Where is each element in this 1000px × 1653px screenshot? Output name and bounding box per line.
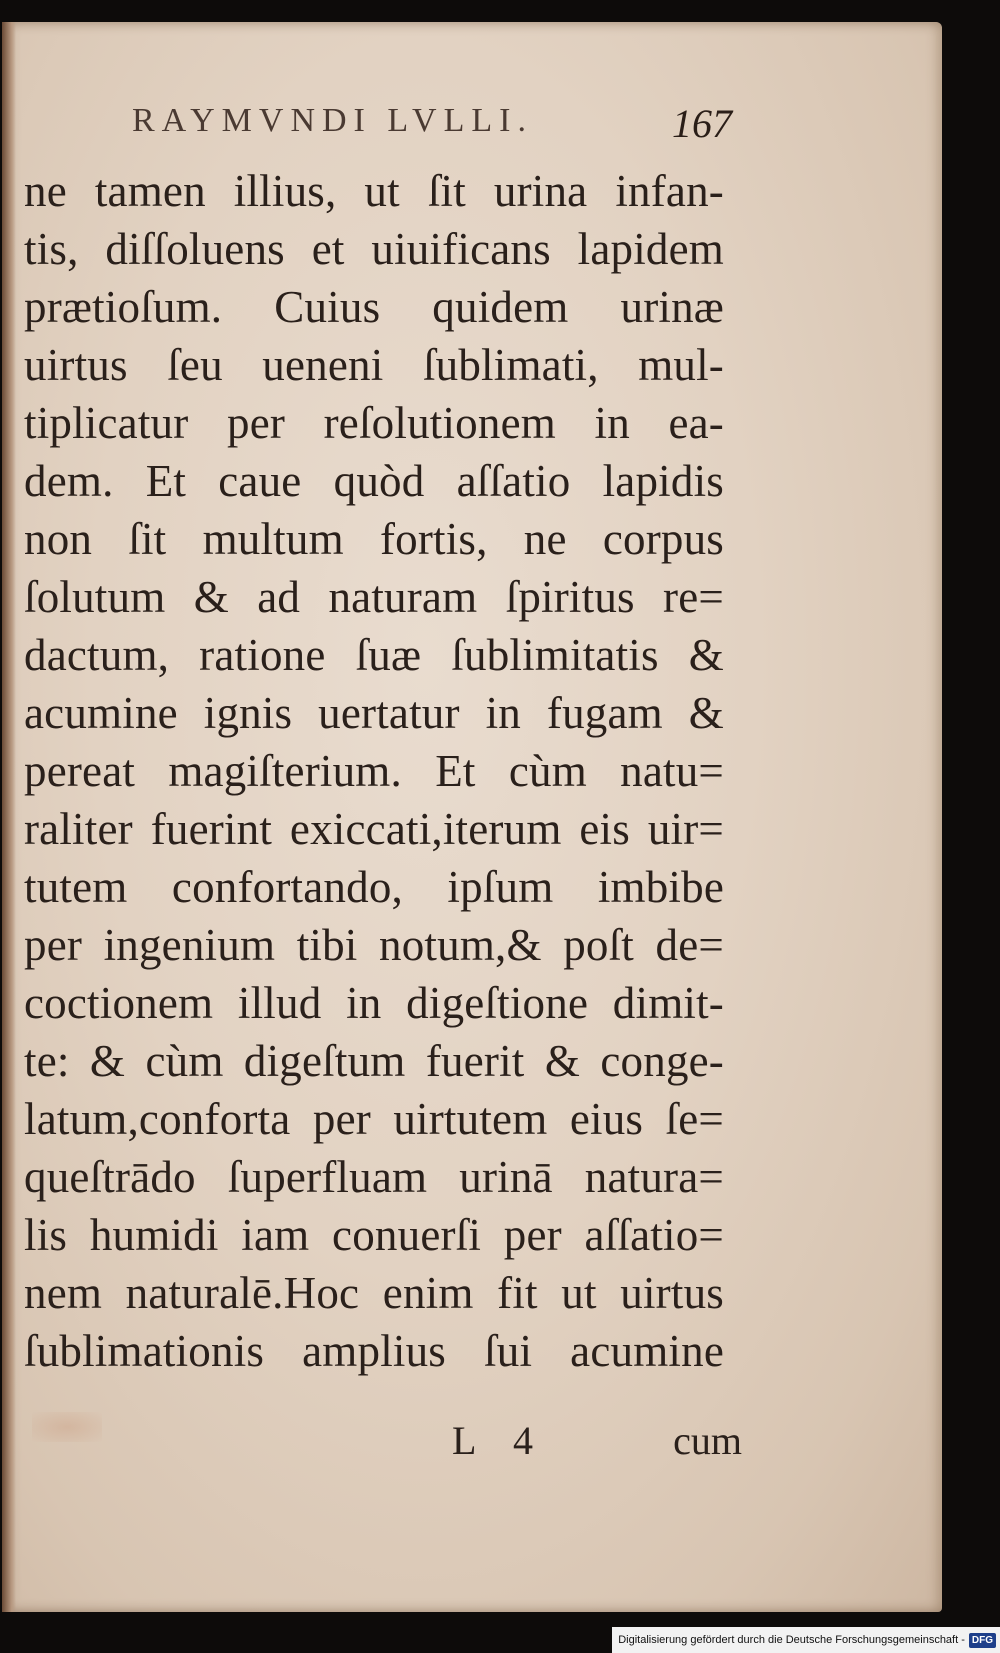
text-line: dactum, ratione ſuæ ſublimitatis & xyxy=(24,630,724,680)
text-line: pereat magiſterium. Et cùm natu= xyxy=(24,746,724,796)
dfg-logo: DFG xyxy=(969,1633,996,1648)
text-line: ſolutum & ad naturam ſpiritus re= xyxy=(24,572,724,622)
page-footer xyxy=(452,1417,742,1477)
text-line: ne tamen illius, ut ſit urina infan- xyxy=(24,166,724,216)
text-line: lis humidi iam conuerſi per aſſatio= xyxy=(24,1210,724,1260)
text-line: tis, diſſoluens et uiuificans lapidem xyxy=(24,224,724,274)
signature-mark: L 4 xyxy=(452,1418,547,1463)
ink-smudge xyxy=(32,1412,102,1442)
page-number: 167 xyxy=(672,101,732,146)
digitization-credit xyxy=(612,1627,1000,1653)
text-line: queſtrādo ſuperfluam urinā natura= xyxy=(24,1152,724,1202)
text-line: per ingenium tibi notum,& poſt de= xyxy=(24,920,724,970)
text-line: nem naturalē.Hoc enim fit ut uirtus xyxy=(24,1268,724,1318)
running-head xyxy=(132,102,732,152)
catchword: cum xyxy=(673,1418,742,1463)
text-line: prætioſum. Cuius quidem urinæ xyxy=(24,282,724,332)
text-line: ſublimationis amplius ſui acumine xyxy=(24,1326,724,1376)
text-line: tiplicatur per reſolutionem in ea- xyxy=(24,398,724,448)
page-gutter xyxy=(2,22,16,1612)
body-text xyxy=(24,162,724,1380)
text-line: acumine ignis uertatur in fugam & xyxy=(24,688,724,738)
text-line: raliter fuerint exiccati,iterum eis uir= xyxy=(24,804,724,854)
text-line: non ſit multum fortis, ne corpus xyxy=(24,514,724,564)
text-line: tutem confortando, ipſum imbibe xyxy=(24,862,724,912)
text-line: dem. Et caue quòd aſſatio lapidis xyxy=(24,456,724,506)
text-line: coctionem illud in digeſtione dimit- xyxy=(24,978,724,1028)
text-line: uirtus ſeu ueneni ſublimati, mul- xyxy=(24,340,724,390)
text-line: te: & cùm digeſtum fuerit & conge- xyxy=(24,1036,724,1086)
book-page xyxy=(2,22,942,1612)
credit-text: Digitalisierung gefördert durch die Deutsche Forschungsgemeinschaft - xyxy=(618,1634,965,1646)
running-head-title: RAYMVNDI LVLLI. xyxy=(132,102,533,139)
text-line: latum,conforta per uirtutem eius ſe= xyxy=(24,1094,724,1144)
